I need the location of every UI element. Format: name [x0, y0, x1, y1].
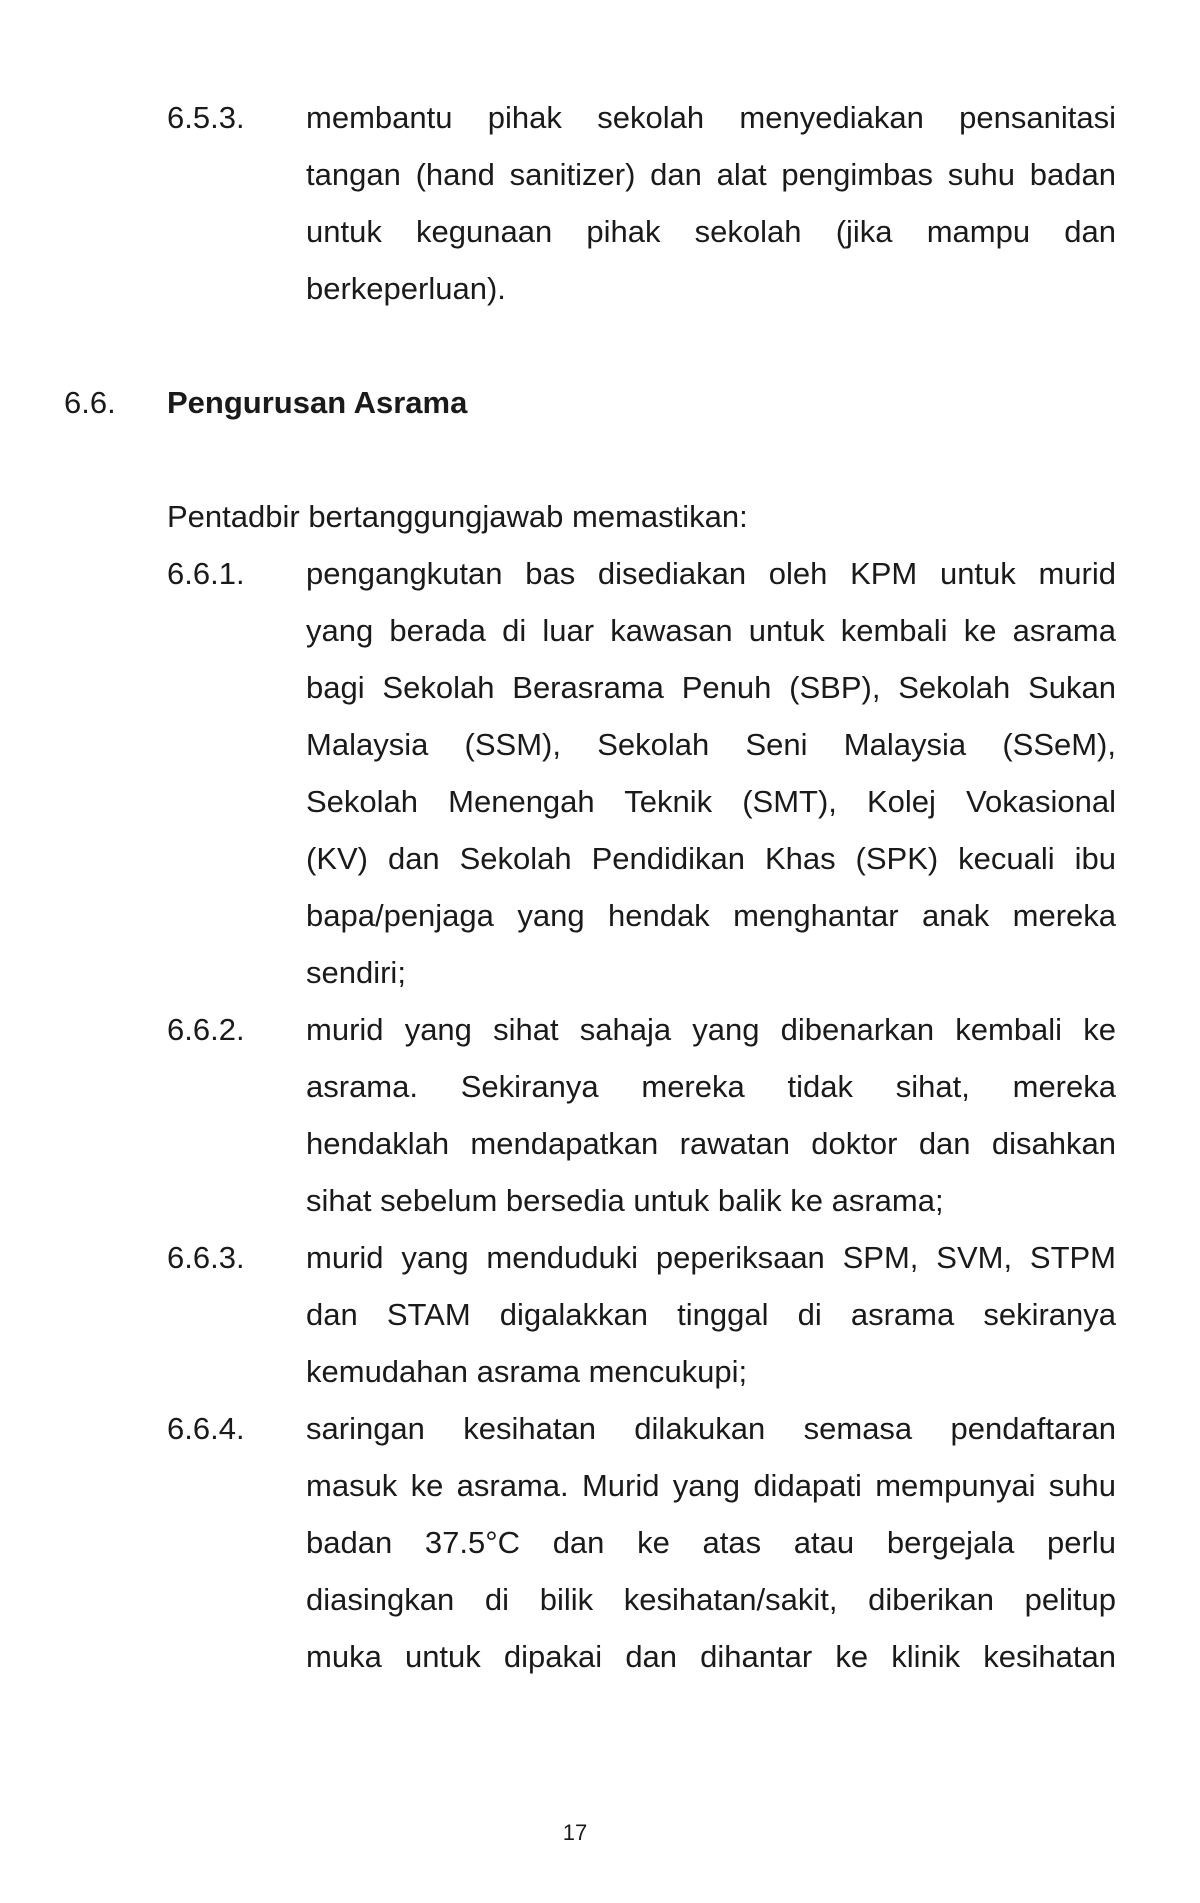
item-6-6-1-line-2: yang berada di luar kawasan untuk kembali ke asrama	[306, 613, 1116, 648]
item-6-6-1-line-8: sendiri;	[306, 955, 406, 990]
item-number-6-5-3: 6.5.3.	[167, 100, 245, 135]
section-intro: Pentadbir bertanggungjawab memastikan:	[167, 499, 748, 534]
item-6-6-2-line-2: asrama. Sekiranya mereka tidak sihat, mereka	[306, 1069, 1116, 1104]
item-6-6-1-line-7: bapa/penjaga yang hendak menghantar anak mereka	[306, 898, 1116, 933]
item-6-6-4-line-2: masuk ke asrama. Murid yang didapati mempunyai suhu	[306, 1468, 1116, 1503]
item-6-5-3-line-4: berkeperluan).	[306, 271, 506, 306]
item-6-5-3-line-2: tangan (hand sanitizer) dan alat pengimbas suhu badan	[306, 157, 1116, 192]
item-6-6-2-line-1: murid yang sihat sahaja yang dibenarkan kembali ke	[306, 1012, 1116, 1047]
item-6-5-3-line-1: membantu pihak sekolah menyediakan pensanitasi	[306, 100, 1116, 135]
item-number-6-6-4: 6.6.4.	[167, 1411, 245, 1446]
item-6-6-4-line-5: muka untuk dipakai dan dihantar ke klinik kesihatan	[306, 1639, 1116, 1674]
item-6-6-4-line-3: badan 37.5°C dan ke atas atau bergejala perlu	[306, 1525, 1116, 1560]
section-title: Pengurusan Asrama	[167, 385, 468, 420]
item-number-6-6-1: 6.6.1.	[167, 556, 245, 591]
item-6-6-3-line-2: dan STAM digalakkan tinggal di asrama sekiranya	[306, 1297, 1116, 1332]
item-number-6-6-2: 6.6.2.	[167, 1012, 245, 1047]
item-6-6-1-line-3: bagi Sekolah Berasrama Penuh (SBP), Sekolah Sukan	[306, 670, 1116, 705]
item-6-6-1-line-6: (KV) dan Sekolah Pendidikan Khas (SPK) kecuali ibu	[306, 841, 1116, 876]
item-6-6-1-line-4: Malaysia (SSM), Sekolah Seni Malaysia (SSeM),	[306, 727, 1116, 762]
item-6-6-3-line-1: murid yang menduduki peperiksaan SPM, SVM, STPM	[306, 1240, 1116, 1275]
item-6-5-3-line-3: untuk kegunaan pihak sekolah (jika mampu dan	[306, 214, 1116, 249]
item-6-6-4-line-1: saringan kesihatan dilakukan semasa pendaftaran	[306, 1411, 1116, 1446]
item-6-6-3-line-3: kemudahan asrama mencukupi;	[306, 1354, 748, 1389]
item-number-6-6-3: 6.6.3.	[167, 1240, 245, 1275]
item-6-6-1-line-1: pengangkutan bas disediakan oleh KPM untuk murid	[306, 556, 1116, 591]
item-6-6-2-line-3: hendaklah mendapatkan rawatan doktor dan disahkan	[306, 1126, 1116, 1161]
item-6-6-4-line-4: diasingkan di bilik kesihatan/sakit, diberikan pelitup	[306, 1582, 1116, 1617]
section-number-6-6: 6.6.	[64, 385, 116, 420]
page-number: 17	[562, 1820, 588, 1845]
item-6-6-1-line-5: Sekolah Menengah Teknik (SMT), Kolej Vokasional	[306, 784, 1116, 819]
item-6-6-2-line-4: sihat sebelum bersedia untuk balik ke asrama;	[306, 1183, 944, 1218]
